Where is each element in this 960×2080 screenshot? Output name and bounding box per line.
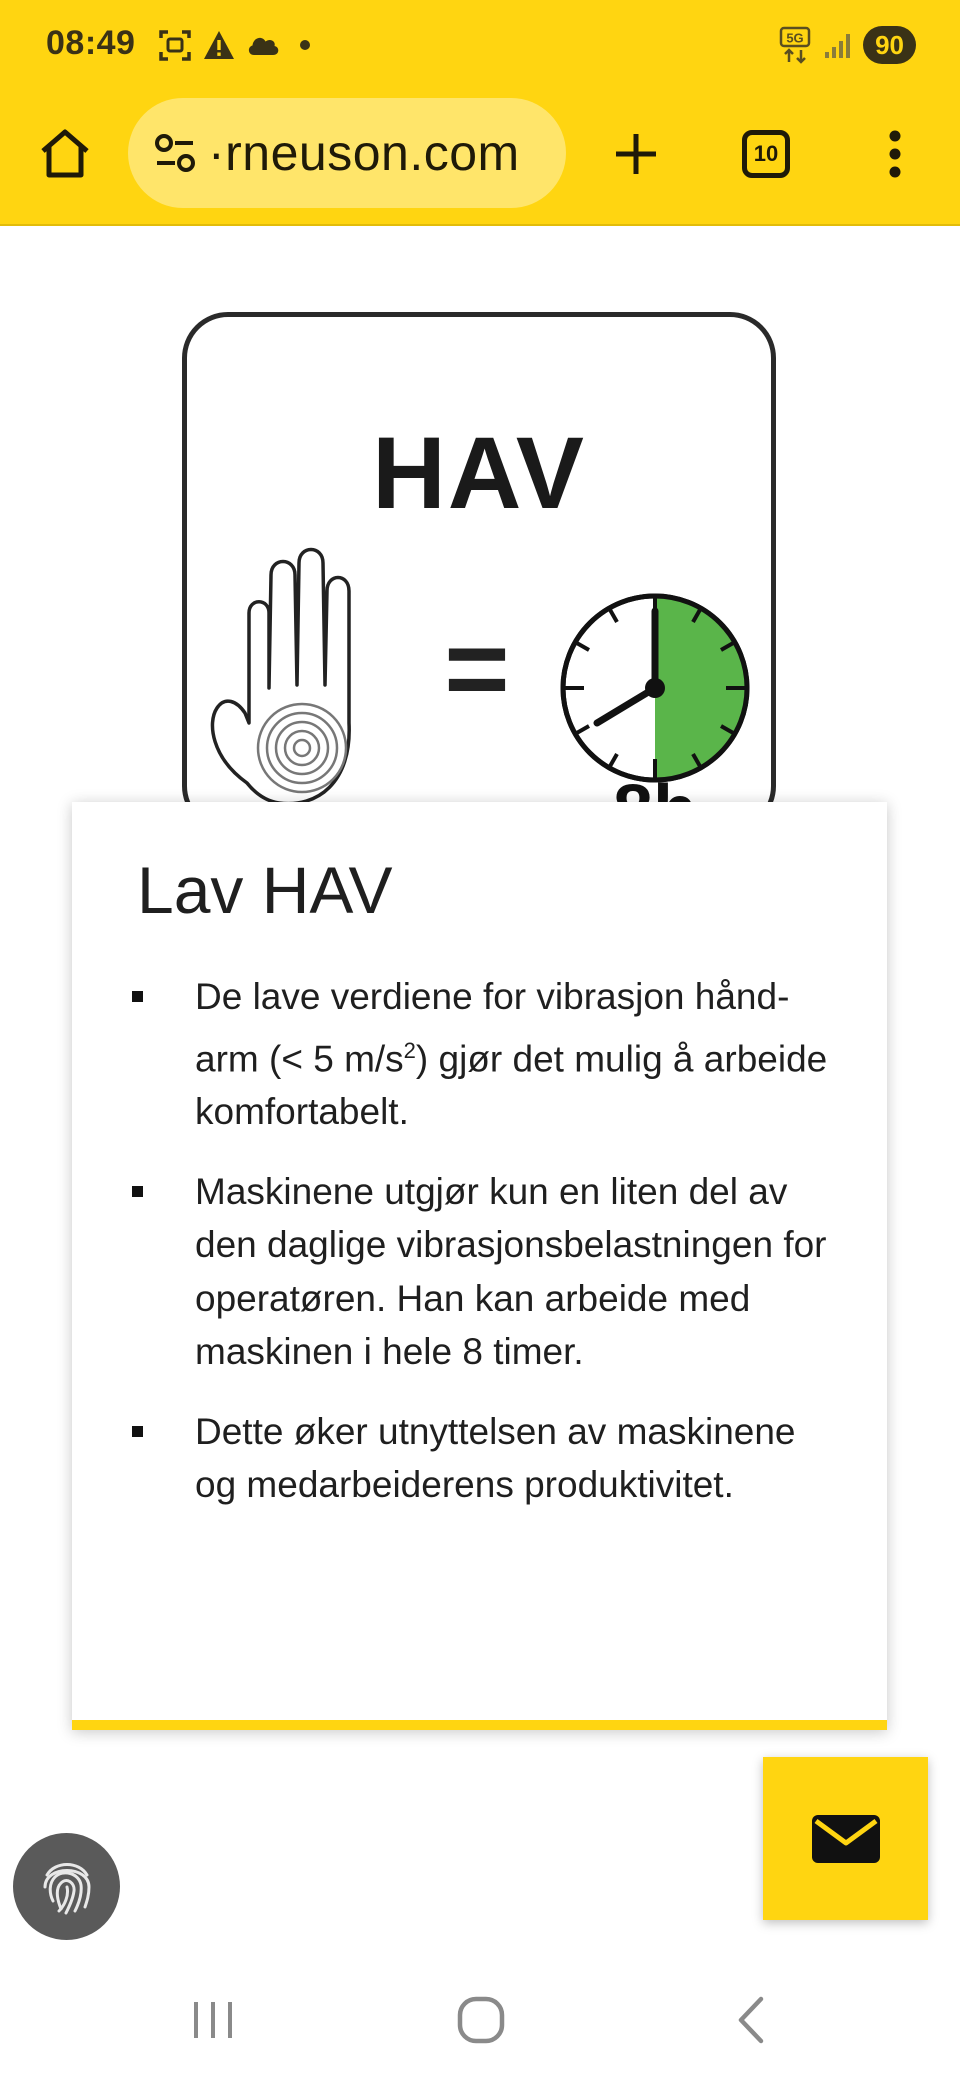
status-icons-left — [158, 28, 320, 62]
site-settings-icon[interactable] — [146, 124, 204, 182]
back-button[interactable] — [706, 1990, 796, 2050]
tab-count: 10 — [742, 130, 790, 178]
home-circle-icon — [456, 1995, 506, 2045]
system-nav-bar — [0, 1960, 960, 2080]
signal-icon — [823, 30, 853, 60]
recents-button[interactable] — [168, 1990, 258, 2050]
status-time: 08:49 — [46, 24, 136, 62]
menu-button[interactable] — [860, 118, 930, 190]
mail-icon — [810, 1813, 882, 1865]
battery-indicator: 90 — [863, 26, 916, 64]
hand-icon — [212, 550, 349, 804]
recents-icon — [190, 1998, 236, 2042]
bullet — [132, 991, 143, 1002]
dot-icon — [290, 35, 320, 55]
screenshot-icon — [158, 28, 192, 62]
info-heading: Lav HAV — [137, 853, 393, 927]
url-bar[interactable] — [128, 98, 566, 208]
clock-icon — [563, 596, 747, 780]
svg-text:5G: 5G — [786, 30, 804, 46]
back-icon — [731, 1995, 771, 2045]
fingerprint-button[interactable] — [13, 1833, 120, 1940]
home-icon — [37, 125, 93, 181]
home-nav-button[interactable] — [436, 1990, 526, 2050]
status-bar — [0, 0, 960, 90]
hav-figure — [187, 513, 776, 832]
svg-text:=: = — [444, 606, 510, 731]
fingerprint-icon — [39, 1857, 95, 1917]
list-item: De lave verdiene for vibrasjon hånd-arm (< 5 $m/s^2$) gjør det mulig å arbeide komfortabelt. — [132, 970, 832, 1139]
list-item: Dette øker utnyttelsen av maskinene og medarbeiderens produktivitet. — [132, 1405, 832, 1512]
5g-icon — [779, 26, 813, 64]
more-vert-icon — [885, 129, 905, 179]
status-icons-right — [779, 26, 916, 64]
browser-toolbar — [0, 90, 960, 226]
new-tab-button[interactable] — [600, 118, 672, 190]
url-text: ·rneuson.com — [208, 125, 520, 181]
plus-icon — [612, 130, 660, 178]
hav-title: HAV — [372, 416, 586, 530]
info-list — [132, 970, 832, 1538]
contact-mail-button[interactable] — [763, 1757, 928, 1920]
tab-switcher-button[interactable] — [730, 118, 802, 190]
home-button[interactable] — [30, 118, 100, 188]
info-card — [72, 802, 887, 1730]
bullet — [132, 1186, 143, 1197]
warning-icon — [202, 29, 236, 61]
cloud-icon — [246, 33, 280, 57]
hav-illustration — [182, 312, 776, 832]
bullet — [132, 1426, 143, 1437]
list-item: Maskinene utgjør kun en liten del av den daglige vibrasjonsbelastningen for operatøren. Han kan arbeide med maskinen i hele 8 timer. — [132, 1165, 832, 1379]
